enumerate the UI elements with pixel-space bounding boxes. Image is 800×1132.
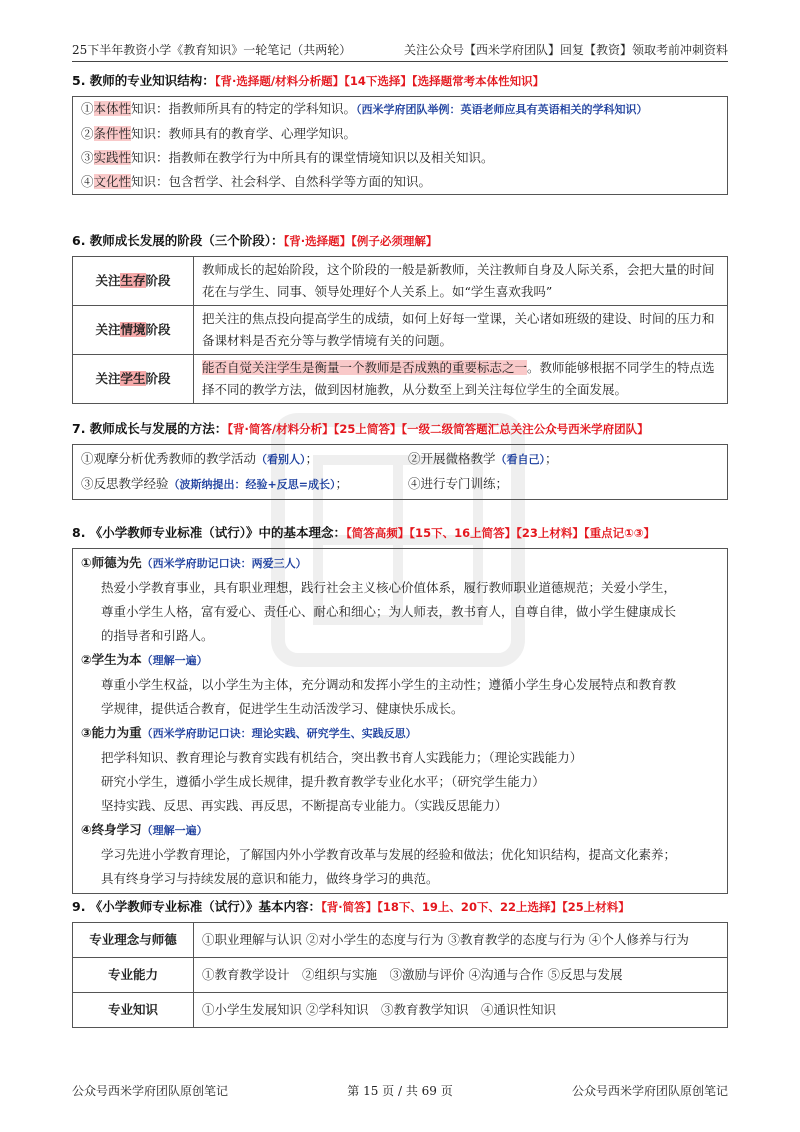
table-row (73, 306, 728, 355)
section-5 (72, 72, 728, 195)
table-row (73, 257, 728, 306)
growth-stages-table (72, 256, 728, 404)
section-9-tags: 【背·简答】【18下、19上、20下、22上选择】【25上材料】 (321, 900, 630, 914)
concept-line: 尊重小学生权益，以小学生为主体，充分调动和发挥小学生的主动性；遵循小学生身心发展特点和教育教 (101, 677, 677, 692)
list-item: ③反思教学经验（波斯纳提出：经验+反思=成长）； (81, 476, 348, 491)
section-8 (72, 524, 728, 894)
header-right: 关注公众号【西米学府团队】回复【教资】领取考前冲刺资料 (403, 43, 728, 57)
content-text: ①小学生发展知识 ②学科知识 ③教育教学知识 ④通识性知识 (194, 993, 728, 1028)
section-6 (72, 232, 728, 404)
section-5-heading (72, 72, 728, 90)
section-8-tags: 【简答高频】【15下、16上简答】【23上材料】【重点记①③】 (346, 526, 656, 540)
section-7 (72, 420, 728, 500)
section-6-heading (72, 232, 728, 250)
concept-line: 具有终身学习与持续发展的意识和能力，做终身学习的典范。 (101, 871, 439, 886)
concept-title: ①师德为先（西米学府助记口诀：两爱三人） (81, 555, 307, 570)
section-8-title: 8. 《小学教师专业标准（试行）》中的基本理念： (72, 525, 347, 540)
concept-title: ③能力为重（西米学府助记口诀：理论实践、研究学生、实践反思） (81, 725, 417, 740)
section-9-heading (72, 898, 728, 916)
section-7-title: 7. 教师成长与发展的方法： (72, 421, 228, 436)
list-item: ②条件性知识：教师具有的教育学、心理学知识。 (81, 126, 357, 141)
list-item: ②开展微格教学（看自己）； (408, 451, 558, 466)
section-7-heading (72, 420, 728, 438)
table-row (73, 993, 728, 1028)
stage-label: 关注生存阶段 (73, 257, 194, 306)
header-left: 25下半年教资小学《教育知识》一轮笔记（共两轮） (72, 43, 352, 57)
knowledge-structure-box (72, 96, 728, 195)
concept-line: 学习先进小学教育理论，了解国内外小学教育改革与发展的经验和做法；优化知识结构，提高文化素养； (101, 847, 677, 862)
section-6-tags: 【背·选择题】【例子必须理解】 (283, 234, 438, 248)
stage-text-highlight: 能否自觉关注学生是衡量一个教师是否成熟的重要标志之一 (202, 360, 528, 375)
content-text: ①职业理解与认识 ②对小学生的态度与行为 ③教育教学的态度与行为 ④个人修养与行为 (194, 923, 728, 958)
list-item: ④文化性知识：包含哲学、社会科学、自然科学等方面的知识。 (81, 174, 432, 189)
table-row (73, 923, 728, 958)
concept-line: 坚持实践、反思、再实践、再反思，不断提高专业能力。（实践反思能力） (101, 798, 508, 813)
content-label: 专业理念与师德 (73, 923, 194, 958)
concept-line: 热爱小学教育事业，具有职业理想，践行社会主义核心价值体系，履行教师职业道德规范；关爱小学生， (101, 580, 677, 595)
page-header (72, 36, 728, 62)
section-5-title: 5. 教师的专业知识结构： (72, 73, 215, 88)
list-item: ④进行专门训练； (408, 476, 509, 491)
basic-concepts-box (72, 548, 728, 894)
concept-title: ④终身学习（理解一遍） (81, 822, 208, 837)
section-9-title: 9. 《小学教师专业标准（试行）》基本内容： (72, 899, 322, 914)
list-item: ③实践性知识：指教师在教学行为中所具有的课堂情境知识以及相关知识。 (81, 150, 494, 165)
footer-left: 公众号西米学府团队原创笔记 (72, 1084, 229, 1098)
content-label: 专业知识 (73, 993, 194, 1028)
stage-text: 能否自觉关注学生是衡量一个教师是否成熟的重要标志之一。教师能够根据不同学生的特点选择不同的教学方法，做到因材施教，从分数至上到关注每位学生的全面发展。 (194, 355, 728, 404)
growth-methods-box (72, 444, 728, 500)
concept-line: 把学科知识、教育理论与教育实践有机结合，突出教书育人实践能力；（理论实践能力） (101, 750, 583, 765)
stage-label: 关注学生阶段 (73, 355, 194, 404)
page-footer (72, 1082, 728, 1099)
list-item: ①观摩分析优秀教师的教学活动（看别人）； (81, 451, 319, 466)
content-label: 专业能力 (73, 958, 194, 993)
section-5-tags: 【背·选择题/材料分析题】【14下选择】【选择题常考本体性知识】 (214, 74, 545, 88)
page-number: 第 15 页 / 共 69 页 (347, 1084, 453, 1098)
section-9 (72, 898, 728, 1028)
list-item: ①本体性知识：指教师所具有的特定的学科知识。（西米学府团队举例：英语老师应具有英语相关的学科知识） (81, 101, 648, 116)
section-6-title: 6. 教师成长发展的阶段（三个阶段）： (72, 233, 284, 248)
concept-line: 学规律，提供适合教育，促进学生生动活泼学习、健康快乐成长。 (101, 701, 464, 716)
content-text: ①教育教学设计 ②组织与实施 ③激励与评价 ④沟通与合作 ⑤反思与发展 (194, 958, 728, 993)
stage-text: 把关注的焦点投向提高学生的成绩，如何上好每一堂课，关心诸如班级的建设、时间的压力和备课材料是否充分等与教学情境有关的问题。 (194, 306, 728, 355)
table-row (73, 958, 728, 993)
concept-line: 研究小学生，遵循小学生成长规律，提升教育教学专业化水平；（研究学生能力） (101, 774, 545, 789)
footer-right: 公众号西米学府团队原创笔记 (571, 1084, 728, 1098)
table-row (73, 355, 728, 404)
basic-content-table (72, 922, 728, 1028)
section-7-tags: 【背·简答/材料分析】【25上简答】【一级二级简答题汇总关注公众号西米学府团队】 (227, 422, 649, 436)
concept-title: ②学生为本（理解一遍） (81, 652, 208, 667)
stage-label: 关注情境阶段 (73, 306, 194, 355)
concept-line: 尊重小学生人格，富有爱心、责任心、耐心和细心；为人师表，教书育人，自尊自律，做小学生健康成长 (101, 604, 677, 619)
section-8-heading (72, 524, 728, 542)
stage-text: 教师成长的起始阶段，这个阶段的一般是新教师，关注教师自身及人际关系，会把大量的时间花在与学生、同事、领导处理好个人关系上。如“学生喜欢我吗” (194, 257, 728, 306)
concept-line: 的指导者和引路人。 (101, 628, 214, 643)
